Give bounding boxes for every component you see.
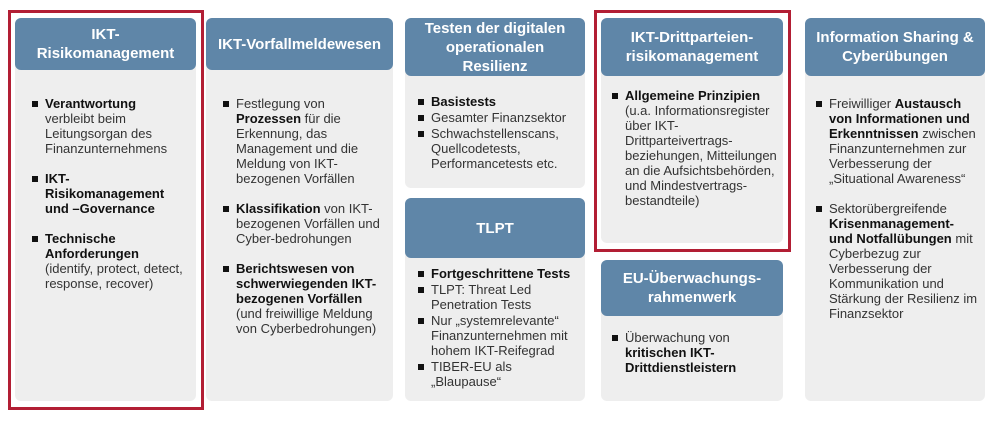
item-bold: Technische Anforderungen [45, 231, 139, 261]
item-text: für die Erkennung, das Management und die Meldung von IKT-bezogenen Vorfällen [236, 111, 359, 186]
item-bold: Berichtswesen von schwerwiegenden IKT-bezogenen Vorfällen [236, 261, 377, 306]
list-item [417, 282, 581, 312]
item-text: mit Cyberbezug zur Verbesserung der Kommunikation und Stärkung der Resilienz im Finanzsektor [829, 231, 978, 321]
card-title: Testen der digitalen operationalen Resilienz [424, 19, 566, 75]
list-item [417, 94, 581, 109]
card-eu-ueberwachung [601, 260, 783, 401]
item-bold: Austausch von Informationen und Erkenntnissen [829, 96, 970, 141]
list-item [222, 96, 385, 186]
list-item [417, 359, 581, 389]
item-text: Überwachung von [625, 330, 730, 345]
list-item [222, 261, 385, 336]
item-bold: Prozessen [236, 111, 302, 126]
card-title: TLPT [476, 219, 514, 237]
item-text: von IKT-bezogenen Vorfällen und Cyber-bedrohungen [236, 201, 380, 246]
item-text: Gesamter Finanzsektor [431, 110, 567, 125]
card-title: Information Sharing & Cyberübungen [816, 29, 974, 65]
item-bold: Allgemeine Prinzipien [625, 88, 761, 103]
card-testen-resilienz [405, 18, 585, 188]
highlight-frame [594, 10, 791, 252]
highlight-frame [8, 10, 204, 410]
card-header [805, 18, 985, 76]
item-bold: Klassifikation [236, 201, 321, 216]
card-information-sharing [805, 18, 985, 401]
item-text: TLPT: Threat Led Penetration Tests [431, 282, 532, 312]
item-bold: Basistests [431, 94, 497, 109]
item-text: verbleibt beim Leitungsorgan des Finanzunternehmens [45, 111, 168, 156]
card-title: IKT-Vorfallmeldewesen [217, 35, 382, 53]
item-bold: IKT-Risikomanagement und –Governance [45, 171, 165, 216]
list-item [417, 126, 581, 171]
card-title: EU-Überwachungs-rahmenwerk [622, 270, 762, 306]
item-text: zwischen Finanzunternehmen zur Verbesserung der „Situational Awareness“ [829, 126, 976, 186]
card-header [405, 198, 585, 258]
card-body [417, 94, 581, 172]
list-item [417, 266, 581, 281]
item-bold: Fortgeschrittene Tests [431, 266, 571, 281]
item-bold: Krisenmanagement- und Notfallübungen [829, 216, 954, 246]
list-item [222, 201, 385, 246]
card-body [417, 266, 581, 390]
card-title: IKT-Drittparteien-risikomanagement [625, 29, 759, 65]
card-ikt-vorfallmeldewesen [206, 18, 393, 401]
list-item [815, 96, 979, 186]
item-text: Sektorübergreifende [829, 201, 947, 216]
item-text: (u.a. Informationsregister über IKT-Drittparteivertrags-beziehungen, Mitteilungen an die Aufsichtsbehörden, und Mindestvertrags-bestandteile) [625, 103, 777, 208]
card-header [405, 18, 585, 76]
item-text: (und freiwillige Meldung von Cyberbedrohungen) [236, 306, 377, 336]
item-text: (identify, protect, detect, response, recover) [45, 261, 183, 291]
item-text: Festlegung von [236, 96, 325, 111]
list-item [417, 110, 581, 125]
card-body [611, 330, 777, 390]
list-item [815, 201, 979, 321]
card-body [222, 96, 385, 351]
list-item [611, 330, 777, 375]
card-tlpt [405, 198, 585, 401]
card-body [815, 96, 979, 336]
card-title: IKT-Risikomanagement [36, 26, 175, 62]
item-text: Freiwilliger [829, 96, 895, 111]
item-text: Nur „systemrelevante“ Finanzunternehmen mit hohem IKT-Reifegrad [431, 313, 568, 358]
item-bold: kritischen IKT-Drittdienstleistern [625, 345, 737, 375]
item-text: Schwachstellenscans, Quellcodetests, Performancetests etc. [431, 126, 559, 171]
card-header [601, 260, 783, 316]
item-text: TIBER-EU als „Blaupause“ [431, 359, 512, 389]
item-bold: Verantwortung [45, 96, 137, 111]
list-item [417, 313, 581, 358]
card-header [206, 18, 393, 70]
